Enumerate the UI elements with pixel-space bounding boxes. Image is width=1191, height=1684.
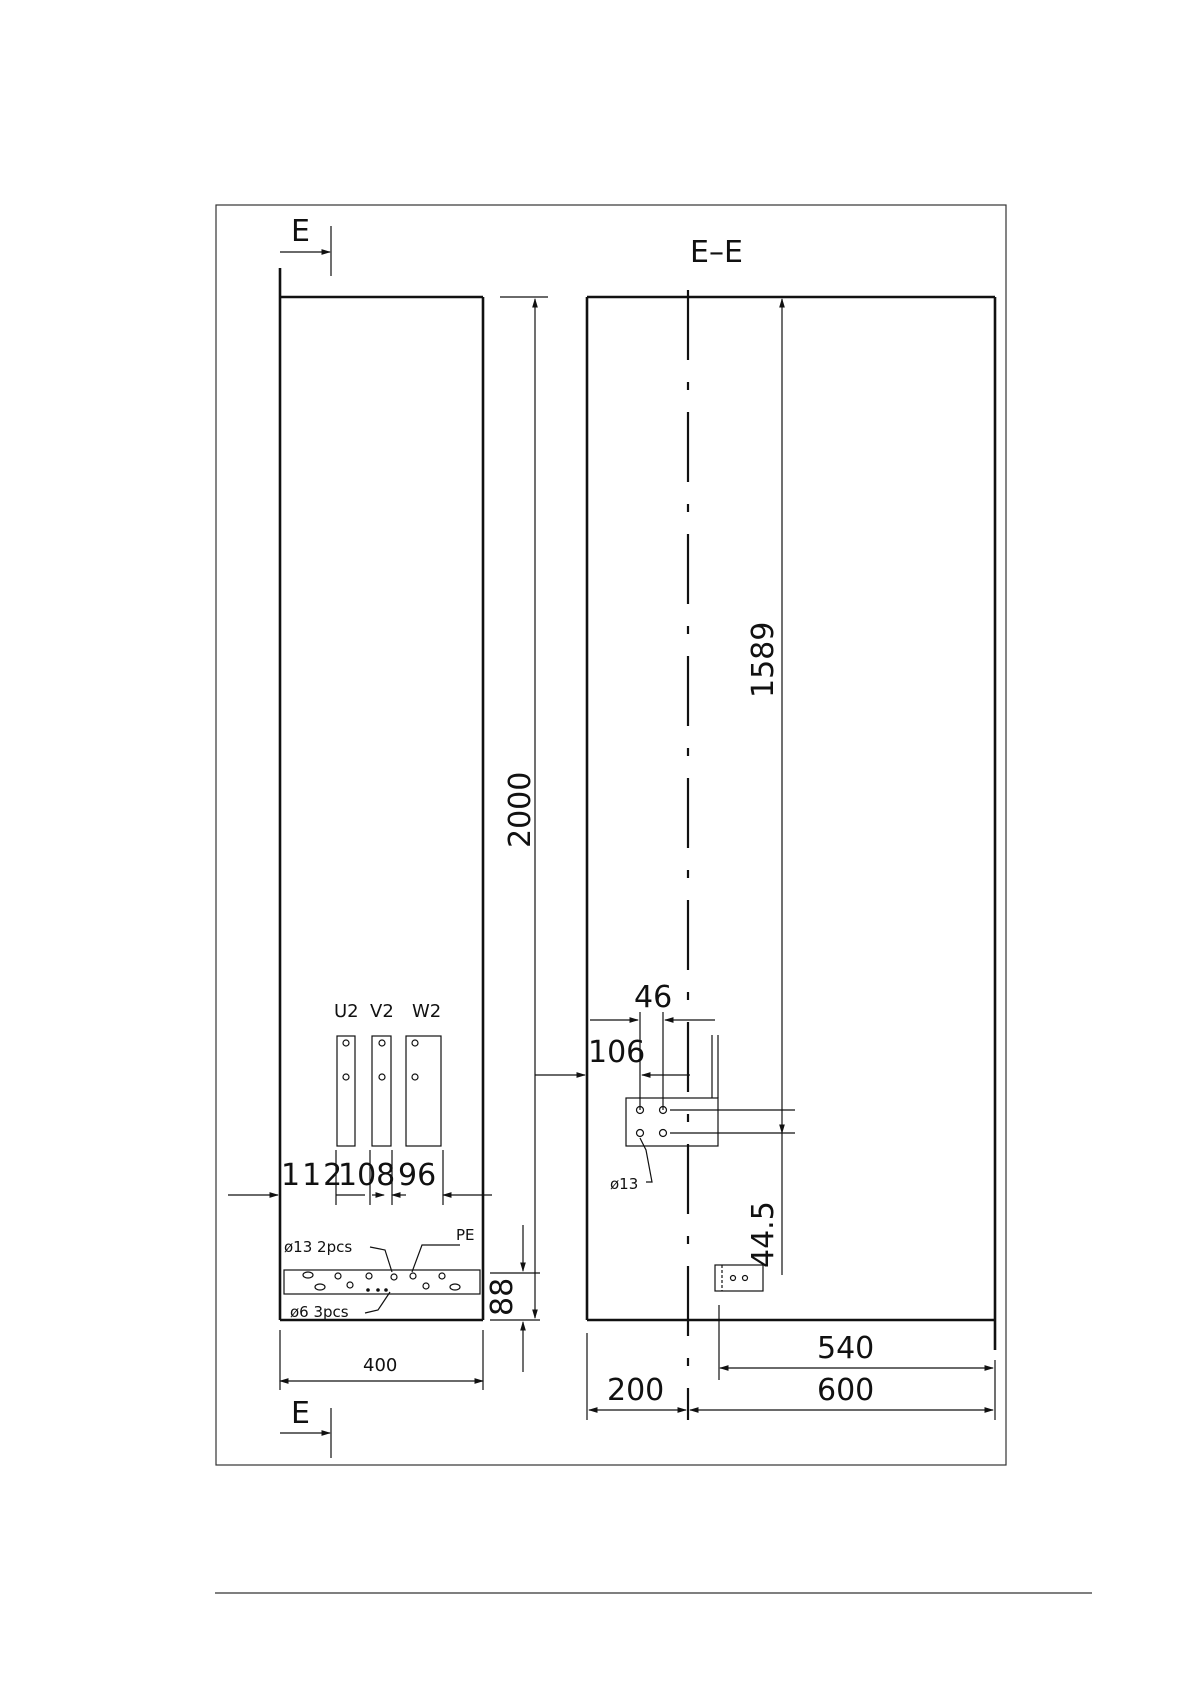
dim-106: 106	[588, 1035, 646, 1070]
note-holes-13: ø13 2pcs	[284, 1238, 353, 1256]
section-marker-bottom: E	[291, 1396, 310, 1431]
dim-200: 200	[607, 1373, 665, 1408]
dim-108: 108	[338, 1158, 396, 1193]
dim-112: 112	[281, 1158, 345, 1193]
dim-96: 96	[398, 1158, 437, 1193]
dim-600: 600	[817, 1373, 875, 1408]
section-view	[535, 235, 995, 1420]
note-pe: PE	[456, 1226, 475, 1244]
gland-plate	[284, 1270, 480, 1294]
dim-1589: 1589	[746, 621, 781, 698]
terminal-u2	[337, 1036, 355, 1146]
dim-46: 46	[634, 980, 673, 1015]
terminal-w2-label: W2	[412, 1001, 442, 1022]
terminal-w2	[406, 1036, 441, 1146]
dim-540: 540	[817, 1331, 875, 1366]
note-hole-13-side: ø13	[610, 1175, 639, 1193]
dim-400: 400	[363, 1355, 398, 1376]
note-holes-6: ø6 3pcs	[290, 1303, 349, 1321]
dim-88: 88	[485, 1277, 520, 1316]
dim-44-5: 44.5	[746, 1201, 781, 1268]
front-view	[228, 214, 548, 1458]
terminal-v2	[372, 1036, 391, 1146]
terminal-u2-label: U2	[334, 1001, 359, 1022]
busbar-bracket	[626, 1035, 795, 1146]
section-marker-top: E	[291, 214, 310, 249]
terminal-v2-label: V2	[370, 1001, 394, 1022]
section-title: E–E	[690, 235, 743, 270]
dim-2000: 2000	[503, 771, 538, 848]
